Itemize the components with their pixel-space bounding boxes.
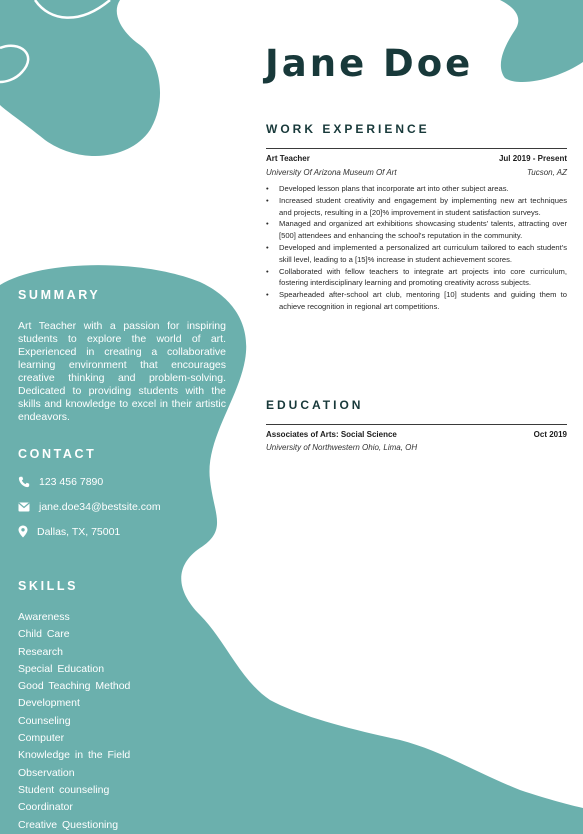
summary-heading: SUMMARY — [18, 288, 101, 302]
summary-text: Art Teacher with a passion for inspiring students to explore the world of art. Experienced in creating a collaborative learning environment that encourages creative thinking and problem-solving. Dedicated to providing students with the skills and knowledge to excel in their artistic endeavors. — [18, 320, 226, 424]
skill-item: Research — [18, 645, 63, 658]
education-divider — [266, 424, 567, 425]
skill-item: Counseling — [18, 714, 71, 727]
school-row — [266, 443, 567, 452]
school: University of Northwestern Ohio, Lima, OH — [266, 443, 418, 452]
skill-item: Awareness — [18, 611, 70, 623]
job-employer: University Of Arizona Museum Of Art — [266, 168, 397, 177]
job-title-row — [266, 154, 567, 163]
location-text: Dallas, TX, 75001 — [37, 525, 121, 538]
skill-item: Coordinator — [18, 801, 73, 814]
map-pin-icon — [18, 525, 28, 538]
job-dates: Jul 2019 - Present — [498, 154, 567, 163]
degree-row — [266, 430, 567, 439]
skill-item: Computer — [18, 732, 65, 745]
skill-item: Good Teaching Method — [18, 680, 131, 693]
job-bullet: • Collaborated with fellow teachers to integrate art projects into core curriculum, fostering interdisciplinary learning and promoting creativity across subjects. — [266, 266, 567, 290]
phone-icon — [18, 476, 30, 488]
skills-list — [18, 609, 130, 834]
top-right-blob — [500, 0, 583, 82]
contact-email — [18, 501, 161, 513]
skill-item: Child Care — [18, 628, 70, 641]
candidate-name: Jane Doe — [265, 42, 474, 85]
contact-heading: CONTACT — [18, 447, 97, 461]
education-heading: EDUCATION — [266, 398, 364, 412]
skill-item: Observation — [18, 766, 75, 779]
job-bullet: • Spearheaded after-school art club, mentoring [10] students and guiding them to achieve recognition in regional art competitions. — [266, 289, 567, 313]
skill-item: Creative Questioning — [18, 818, 119, 831]
contact-phone — [18, 476, 103, 488]
skill-item: Knowledge in the Field — [18, 749, 131, 762]
top-left-blob — [0, 0, 160, 156]
degree: Associates of Arts: Social Science — [266, 430, 397, 439]
job-title: Art Teacher — [266, 154, 310, 163]
job-location: Tucson, AZ — [526, 168, 567, 177]
job-bullet: • Increased student creativity and engagement by implementing new art techniques and projects, resulting in a [20]% improvement in student satisfaction surveys. — [266, 195, 567, 219]
skill-item: Special Education — [18, 662, 105, 675]
job-bullets — [266, 183, 567, 313]
contact-location — [18, 525, 120, 538]
job-employer-row — [266, 168, 567, 177]
skill-item: Student counseling — [18, 783, 110, 796]
job-bullet: • Managed and organized art exhibitions showcasing students' talents, attracting over [500] attendees and enhancing the school's reputation in the community. — [266, 218, 567, 242]
work-experience-heading: WORK EXPERIENCE — [266, 122, 430, 136]
skills-heading: SKILLS — [18, 579, 79, 593]
degree-date: Oct 2019 — [533, 430, 567, 439]
job-bullet: • Developed and implemented a personalized art curriculum tailored to each student's skill level, leading to a [15]% increase in student achievement scores. — [266, 242, 567, 266]
job-bullet: • Developed lesson plans that incorporate art into other subject areas. — [266, 183, 567, 195]
phone-number: 123 456 7890 — [39, 476, 104, 488]
skill-item: Development — [18, 697, 80, 710]
email-address: jane.doe34@bestsite.com — [39, 501, 161, 513]
envelope-icon — [18, 502, 30, 512]
work-divider — [266, 148, 567, 149]
